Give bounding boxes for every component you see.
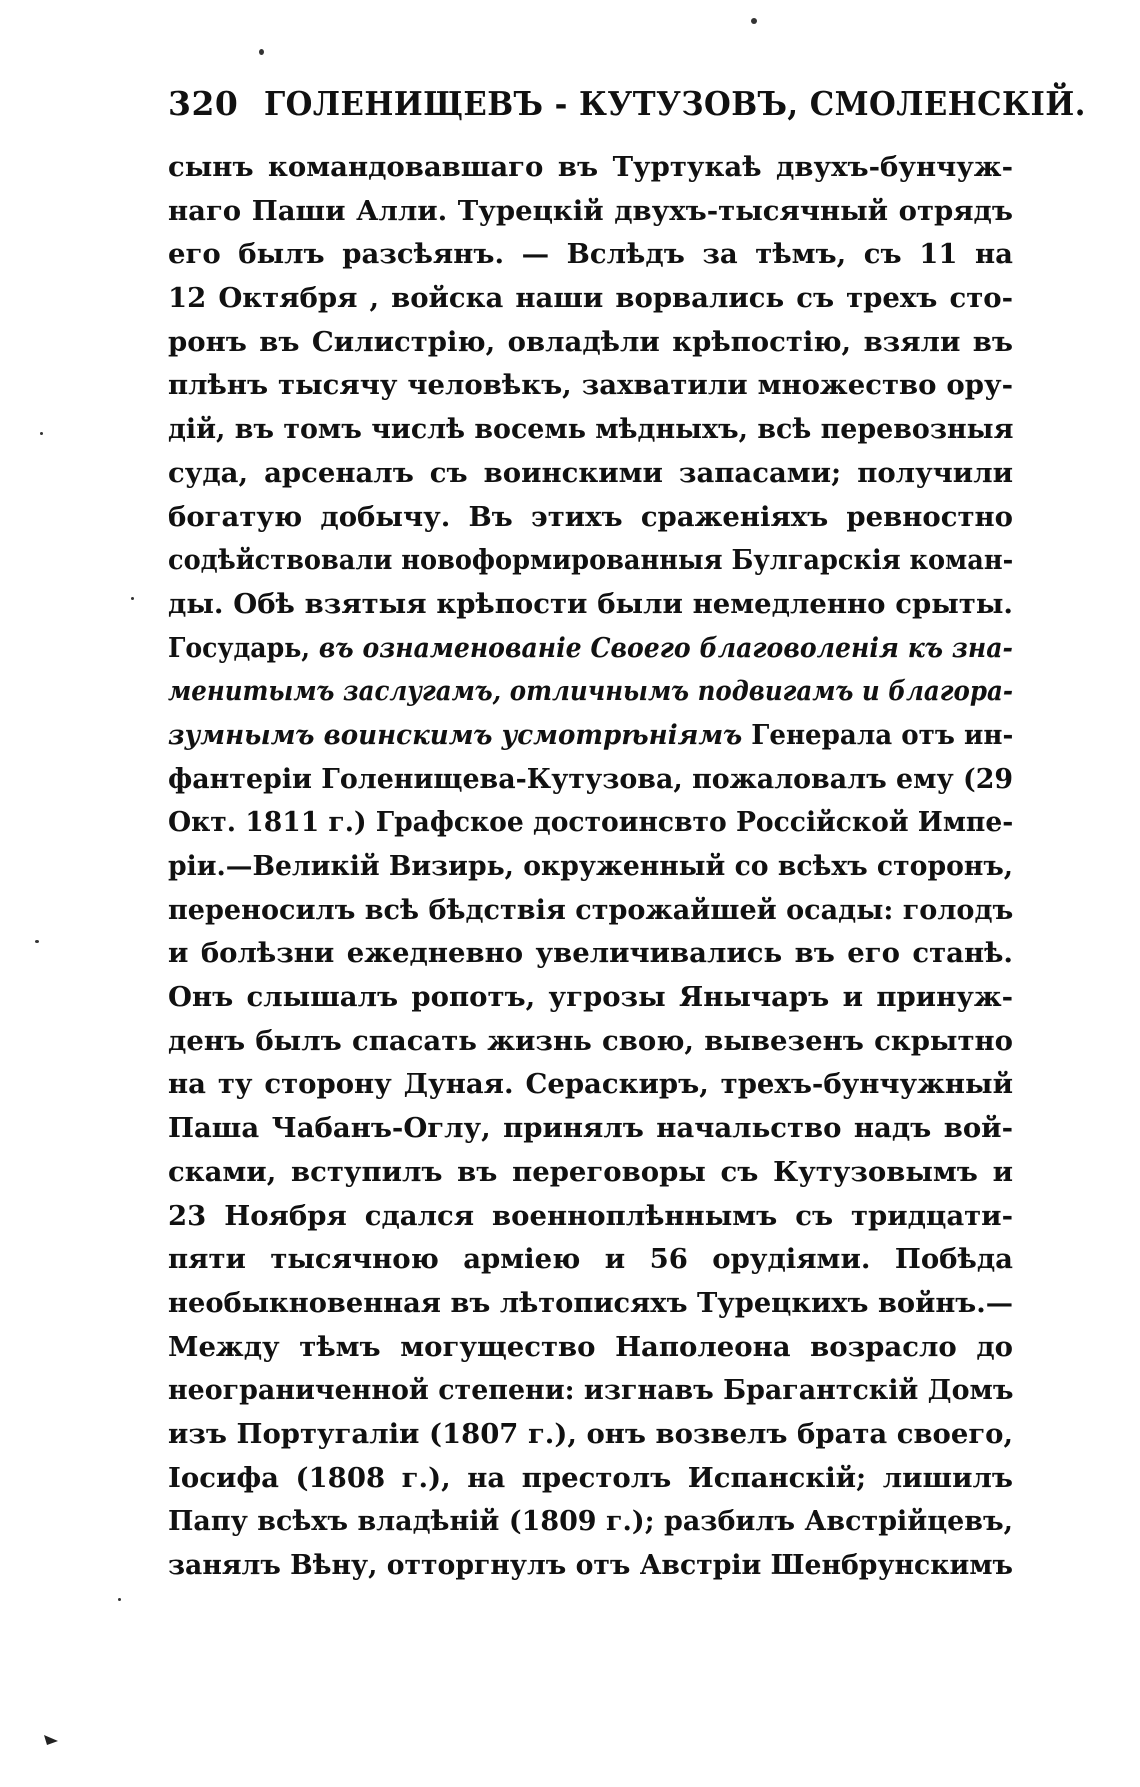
text-line bbox=[168, 801, 1013, 845]
text-run: сынъ командовавшаго въ Туртукаѣ двухъ-бунчуж- bbox=[168, 151, 1013, 183]
text-line bbox=[168, 1238, 1013, 1282]
text-run: переносилъ всѣ бѣдствія строжайшей осады: голодъ bbox=[168, 893, 1014, 926]
text-run: Между тѣмъ могущество Наполеона возрасло до bbox=[168, 1330, 1013, 1363]
text-run: суда, арсеналъ съ воинскими запасами; получили bbox=[168, 456, 1013, 489]
text-line bbox=[168, 1020, 1013, 1064]
text-line bbox=[168, 1195, 1013, 1239]
text-line bbox=[168, 321, 1013, 365]
text-run: ронъ въ Силистрію, овладѣли крѣпостію, взяли въ bbox=[168, 325, 1013, 358]
text-run: занялъ Вѣну, отторгнулъ отъ Австріи Шенбрунскимъ bbox=[168, 1549, 1013, 1581]
text-line bbox=[168, 190, 1013, 234]
text-line bbox=[168, 976, 1013, 1020]
ink-speck bbox=[118, 1598, 121, 1601]
text-line bbox=[168, 539, 1013, 583]
text-run: изъ Португаліи (1807 г.), онъ возвелъ брата своего, bbox=[168, 1417, 1014, 1450]
text-line bbox=[168, 1544, 1013, 1588]
text-run: наго Паши Алли. Турецкій двухъ-тысячный отрядъ bbox=[168, 194, 1013, 227]
text-run: ды. Обѣ взятыя крѣпости были немедленно срыты. bbox=[168, 587, 1013, 620]
text-run: денъ былъ спасать жизнь свою, вывезенъ скрытно bbox=[168, 1024, 1013, 1057]
text-line bbox=[168, 1282, 1013, 1326]
text-run: пяти тысячною арміею и 56 орудіями. Побѣда bbox=[168, 1243, 1013, 1276]
ink-speck bbox=[40, 432, 43, 435]
body-text bbox=[168, 146, 1013, 1588]
text-line bbox=[168, 277, 1013, 321]
italic-text-run: въ ознаменованіе Своего благоволенія къ зна- bbox=[318, 631, 1013, 664]
text-line bbox=[168, 932, 1013, 976]
text-line bbox=[168, 1063, 1013, 1107]
text-run: Генерала отъ ин- bbox=[742, 718, 1014, 751]
text-run: сками, вступилъ въ переговоры съ Кутузовымъ и bbox=[168, 1155, 1013, 1188]
text-line bbox=[168, 233, 1013, 277]
italic-text-run: зумнымъ воинскимъ усмотрѣніямъ bbox=[168, 718, 743, 751]
text-line bbox=[168, 627, 1013, 671]
text-run: дій, въ томъ числѣ восемь мѣдныхъ, всѣ перевозныя bbox=[168, 413, 1014, 446]
text-run: неограниченной степени: изгнавъ Брагантскій Домъ bbox=[168, 1374, 1014, 1407]
text-run: Государь, bbox=[168, 631, 319, 664]
text-line bbox=[168, 1500, 1013, 1544]
text-run: Паша Чабанъ-Оглу, принялъ начальство надъ вой- bbox=[168, 1112, 1013, 1145]
text-run: богатую добычу. Въ этихъ сраженіяхъ ревностно bbox=[168, 500, 1013, 533]
text-line bbox=[168, 1457, 1013, 1501]
text-line bbox=[168, 1151, 1013, 1195]
page-header bbox=[168, 84, 1086, 144]
text-run: и болѣзни ежедневно увеличивались въ его станѣ. bbox=[168, 937, 1013, 970]
margin-mark-icon bbox=[44, 1735, 58, 1745]
text-run: плѣнъ тысячу человѣкъ, захватили множество ору- bbox=[168, 369, 1013, 402]
text-run: содѣйствовали новоформированныя Булгарскія коман- bbox=[168, 544, 1014, 577]
text-run: фантеріи Голенищева-Кутузова, пожаловалъ ему (29 bbox=[168, 762, 1014, 795]
ink-speck bbox=[751, 18, 757, 24]
ink-speck bbox=[131, 597, 134, 600]
text-run: Папу всѣхъ владѣній (1809 г.); разбилъ Австрійцевъ, bbox=[168, 1505, 1013, 1538]
text-line bbox=[168, 1107, 1013, 1151]
text-line bbox=[168, 1326, 1013, 1370]
ink-speck bbox=[259, 49, 264, 55]
ink-speck bbox=[35, 940, 39, 943]
text-line bbox=[168, 364, 1013, 408]
text-line bbox=[168, 714, 1013, 758]
italic-text-run: менитымъ заслугамъ, отличнымъ подвигамъ и благора- bbox=[168, 675, 1013, 708]
text-line bbox=[168, 845, 1013, 889]
text-run: его былъ разсѣянъ. — Вслѣдъ за тѣмъ, съ 11 на bbox=[168, 238, 1013, 271]
text-line bbox=[168, 408, 1013, 452]
text-run: 23 Ноября сдался военноплѣннымъ съ тридцати- bbox=[168, 1199, 1013, 1232]
text-line bbox=[168, 452, 1013, 496]
text-line bbox=[168, 889, 1013, 933]
text-run: на ту сторону Дуная. Сераскиръ, трехъ-бунчужный bbox=[168, 1068, 1013, 1101]
running-title: ГОЛЕНИЩЕВЪ - КУТУЗОВЪ, СМОЛЕНСКІЙ. bbox=[264, 84, 1086, 123]
text-line bbox=[168, 1369, 1013, 1413]
text-run: необыкновенная въ лѣтописяхъ Турецкихъ войнъ.— bbox=[168, 1286, 1013, 1319]
text-run: ріи.—Великій Визирь, окруженный со всѣхъ сторонъ, bbox=[168, 850, 1014, 882]
text-line bbox=[168, 758, 1013, 802]
text-line bbox=[168, 1413, 1013, 1457]
text-line bbox=[168, 583, 1013, 627]
text-run: Окт. 1811 г.) Графское достоинсвто Россійской Импе- bbox=[168, 806, 1014, 839]
text-run: Іосифа (1808 г.), на престолъ Испанскій; лишилъ bbox=[168, 1461, 1013, 1494]
text-line bbox=[168, 496, 1013, 540]
page-number: 320 bbox=[168, 84, 239, 123]
text-run: Онъ слышалъ ропотъ, угрозы Янычаръ и принуж- bbox=[168, 981, 1013, 1014]
text-run: 12 Октября , войска наши ворвались съ трехъ сто- bbox=[168, 282, 1013, 315]
text-line bbox=[168, 670, 1013, 714]
text-line bbox=[168, 146, 1013, 190]
